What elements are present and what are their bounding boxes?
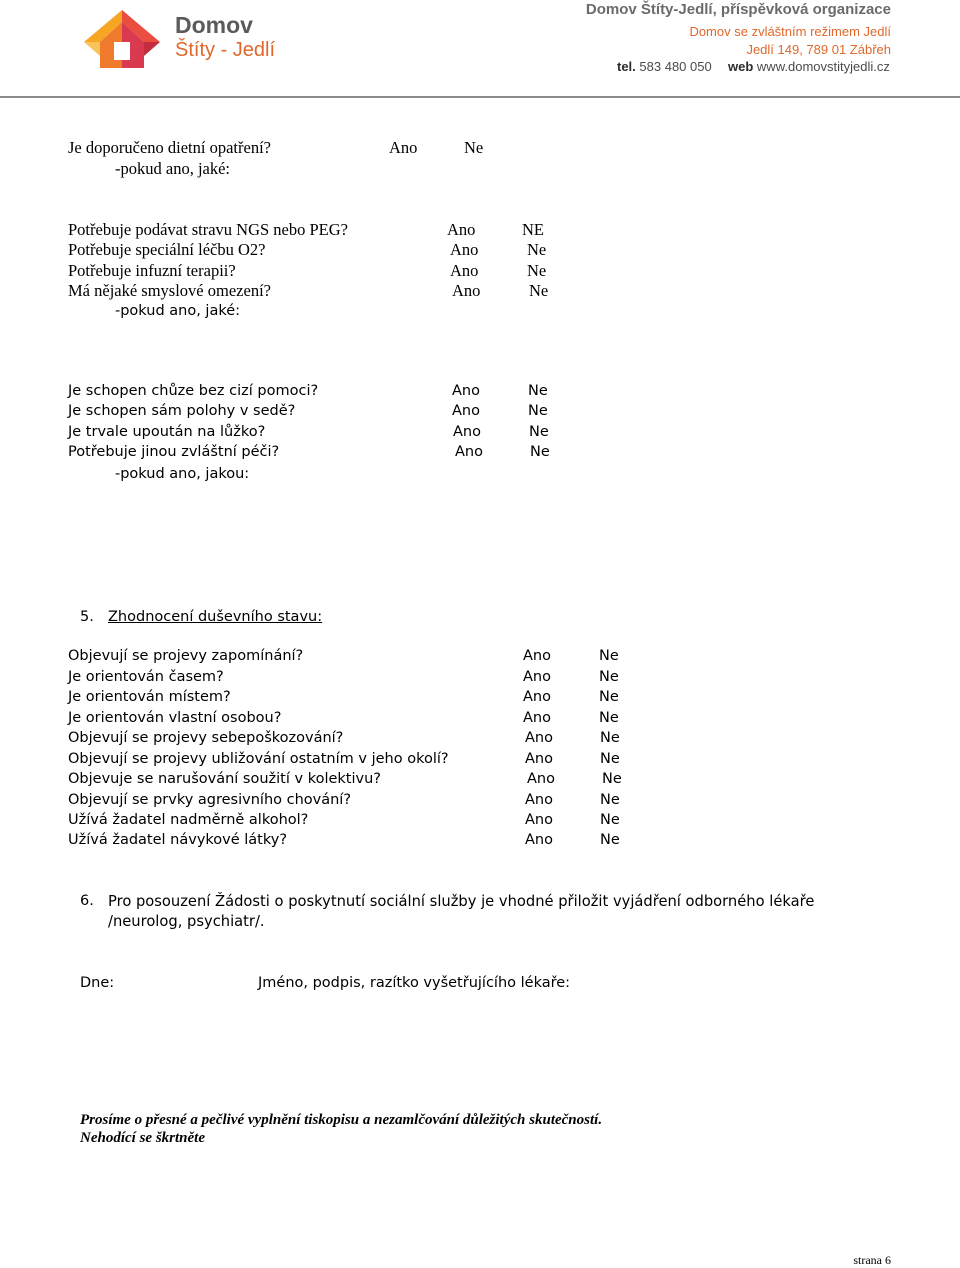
question-row: Je schopen chůze bez cizí pomoci? — [68, 383, 319, 399]
note-strike: Nehodící se škrtněte — [80, 1130, 205, 1146]
answer-yes[interactable]: Ano — [455, 444, 483, 460]
signature-label: Jméno, podpis, razítko vyšetřujícího lékaře: — [258, 975, 571, 991]
answer-yes[interactable]: Ano — [525, 751, 553, 767]
answer-yes[interactable]: Ano — [447, 220, 476, 239]
organization-name: Domov Štíty-Jedlí, příspěvková organizace — [585, 1, 891, 18]
question-row: Je trvale upoután na lůžko? — [68, 424, 266, 440]
question-diet: Je doporučeno dietní opatření? — [68, 138, 271, 157]
question-row: Objevuje se narušování soužití v kolektivu? — [68, 771, 381, 787]
section-5-title: Zhodnocení duševního stavu: — [108, 609, 323, 625]
answer-no[interactable]: Ne — [600, 751, 620, 767]
followup-care: -pokud ano, jakou: — [115, 466, 250, 482]
question-row: Je schopen sám polohy v sedě? — [68, 403, 296, 419]
question-row: Užívá žadatel nadměrně alkohol? — [68, 812, 309, 828]
answer-yes[interactable]: Ano — [523, 648, 551, 664]
question-row: Potřebuje speciální léčbu O2? — [68, 240, 266, 259]
answer-yes[interactable]: Ano — [523, 669, 551, 685]
answer-yes[interactable]: Ano — [453, 424, 481, 440]
header-divider — [0, 96, 960, 98]
date-label: Dne: — [80, 975, 115, 991]
question-row: Objevují se prvky agresivního chování? — [68, 792, 352, 808]
answer-yes[interactable]: Ano — [527, 771, 555, 787]
note-accuracy: Prosíme o přesné a pečlivé vyplnění tiskopisu a nezamlčování důležitých skutečností. — [80, 1112, 603, 1128]
web-label: web — [728, 59, 754, 74]
answer-yes[interactable]: Ano — [452, 383, 480, 399]
organization-address: Jedlí 149, 789 01 Zábřeh — [746, 42, 891, 57]
answer-no[interactable]: Ne — [529, 424, 549, 440]
website — [728, 59, 890, 74]
answer-no[interactable]: Ne — [529, 281, 549, 300]
answer-yes[interactable]: Ano — [525, 832, 553, 848]
phone-value: 583 480 050 — [639, 59, 712, 74]
followup-senses: -pokud ano, jaké: — [115, 303, 241, 319]
answer-no[interactable]: Ne — [527, 240, 547, 259]
answer-yes[interactable]: Ano — [450, 240, 479, 259]
answer-no[interactable]: Ne — [528, 403, 548, 419]
answer-no[interactable]: Ne — [599, 669, 619, 685]
section-6-text-line-1: Pro posouzení Žádosti o poskytnutí sociální služby je vhodné přiložit vyjádření odborného lékaře — [108, 893, 815, 910]
answer-yes[interactable]: Ano — [523, 710, 551, 726]
phone — [617, 59, 712, 74]
answer-no[interactable]: Ne — [602, 771, 622, 787]
section-6-number: 6. — [80, 893, 94, 909]
question-row: Má nějaké smyslové omezení? — [68, 281, 271, 300]
phone-label: tel. — [617, 59, 636, 74]
page-number: strana 6 — [853, 1253, 891, 1267]
answer-no[interactable]: Ne — [464, 138, 484, 157]
answer-no[interactable]: Ne — [528, 383, 548, 399]
question-row: Je orientován místem? — [68, 689, 231, 705]
question-row: Užívá žadatel návykové látky? — [68, 832, 288, 848]
question-row: Potřebuje podávat stravu NGS nebo PEG? — [68, 220, 348, 239]
answer-yes[interactable]: Ano — [523, 689, 551, 705]
answer-yes[interactable]: Ano — [525, 812, 553, 828]
answer-no[interactable]: Ne — [600, 730, 620, 746]
web-value: www.domovstityjedli.cz — [756, 59, 890, 74]
answer-yes[interactable]: Ano — [389, 138, 418, 157]
answer-no[interactable]: Ne — [600, 812, 620, 828]
answer-no[interactable]: Ne — [599, 648, 619, 664]
answer-no[interactable]: Ne — [600, 792, 620, 808]
answer-no[interactable]: Ne — [527, 261, 547, 280]
question-row: Potřebuje jinou zvláštní péči? — [68, 444, 280, 460]
answer-yes[interactable]: Ano — [452, 281, 481, 300]
house-logo-icon — [76, 8, 168, 70]
section-5-number: 5. — [80, 609, 94, 625]
answer-no[interactable]: Ne — [599, 710, 619, 726]
answer-no[interactable]: Ne — [599, 689, 619, 705]
answer-no[interactable]: NE — [522, 220, 544, 239]
organization-line-1: Domov se zvláštním režimem Jedlí — [689, 24, 891, 39]
followup-diet: -pokud ano, jaké: — [115, 159, 231, 178]
question-row: Je orientován časem? — [68, 669, 224, 685]
question-row: Objevují se projevy zapomínání? — [68, 648, 304, 664]
section-6-text-line-2: /neurolog, psychiatr/. — [108, 913, 265, 930]
question-row: Objevují se projevy ubližování ostatním v jeho okolí? — [68, 751, 449, 767]
question-row: Je orientován vlastní osobou? — [68, 710, 282, 726]
answer-no[interactable]: Ne — [530, 444, 550, 460]
answer-yes[interactable]: Ano — [452, 403, 480, 419]
question-row: Objevují se projevy sebepoškozování? — [68, 730, 344, 746]
logo-subtitle: Štíty - Jedlí — [175, 39, 276, 61]
question-row: Potřebuje infuzní terapii? — [68, 261, 236, 280]
answer-yes[interactable]: Ano — [450, 261, 479, 280]
page-header — [0, 0, 960, 96]
answer-yes[interactable]: Ano — [525, 730, 553, 746]
logo-name: Domov — [175, 12, 253, 38]
answer-yes[interactable]: Ano — [525, 792, 553, 808]
answer-no[interactable]: Ne — [600, 832, 620, 848]
